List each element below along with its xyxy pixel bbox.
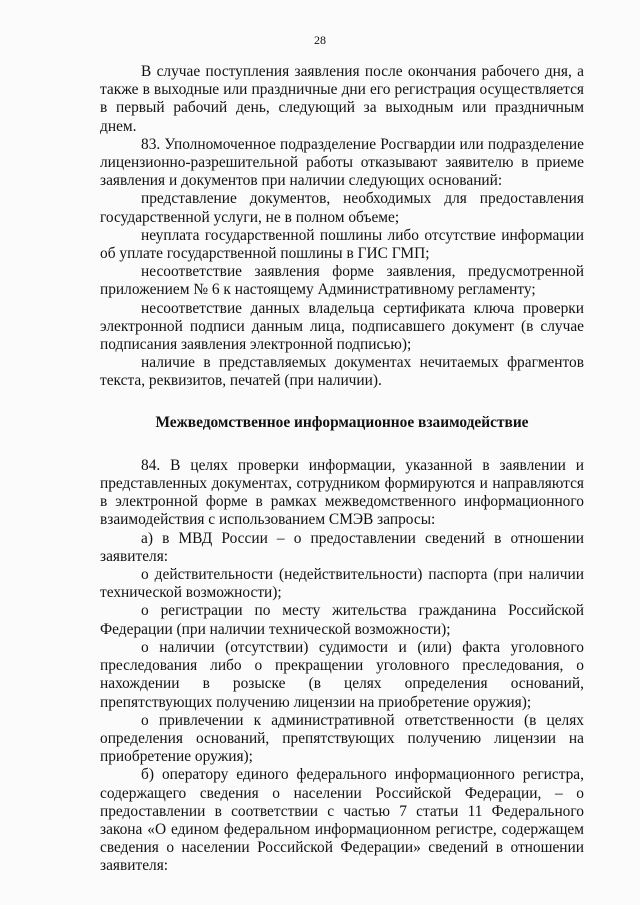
paragraph-passport-validity: о действительности (недействительности) паспорта (при наличии технической возможности); xyxy=(100,566,584,602)
paragraph-mvd-requests: а) в МВД России – о предоставлении сведений в отношении заявителя: xyxy=(100,529,584,565)
paragraph-federal-register-request: б) оператору единого федерального информационного регистра, содержащего сведения о населении Российской Федерации, – о предоставлении в соответствии с частью 7 статьи 11 Федерального закона «О едином федеральном информационном регистре, содержащем сведения о населении Российской Федерации» сведений в отношении заявителя: xyxy=(100,766,584,875)
section-heading-interagency: Межведомственное информационное взаимодействие xyxy=(155,413,529,431)
paragraph-state-fee: неуплата государственной пошлины либо отсутствие информации об уплате государственной пошлины в ГИС ГМП; xyxy=(100,226,584,263)
paragraph-unreadable-fragments: наличие в представляемых документах нечитаемых фрагментов текста, реквизитов, печатей (при наличии). xyxy=(100,354,584,390)
paragraph-residence-registration: о регистрации по месту жительства гражданина Российской Федерации (при наличии технической возможности); xyxy=(100,602,584,638)
paragraph-administrative-liability: о привлечении к административной ответственности (в целях определения оснований, препятствующих получению лицензии на приобретение оружия); xyxy=(100,711,584,766)
paragraph-83-refusal-grounds: 83. Уполномоченное подразделение Росгвардии или подразделение лицензионно-разрешительной работы отказывают заявителю в приеме заявления и документов при наличии следующих оснований: xyxy=(100,135,584,190)
paragraph-form-mismatch: несоответствие заявления форме заявления, предусмотренной приложением № 6 к настоящему Административному регламенту; xyxy=(100,263,584,299)
paragraph-criminal-record: о наличии (отсутствии) судимости и (или) факта уголовного преследования либо о прекращении уголовного преследования, о нахождении в розыске (в целях определения оснований, препятствующих получению лицензии на приобретение оружия); xyxy=(100,638,584,711)
paragraph-signature-mismatch: несоответствие данных владельца сертификата ключа проверки электронной подписи данным лица, подписавшего документ (в случае подписания заявления электронной подписью); xyxy=(100,299,584,354)
paragraph-84-requests: 84. В целях проверки информации, указанной в заявлении и представленных документах, сотрудником формируются и направляются в электронной форме в рамках межведомственного информационного взаимодействия с использованием СМЭВ запросы: xyxy=(100,456,584,529)
document-body xyxy=(100,63,584,876)
paragraph-weekend-registration: В случае поступления заявления после окончания рабочего дня, а также в выходные или праздничные дни его регистрация осуществляется в первый рабочий день, следующий за выходным или праздничным днем. xyxy=(100,63,584,135)
paragraph-incomplete-documents: представление документов, необходимых для предоставления государственной услуги, не в полном объеме; xyxy=(100,190,584,226)
page-number: 28 xyxy=(314,33,326,47)
